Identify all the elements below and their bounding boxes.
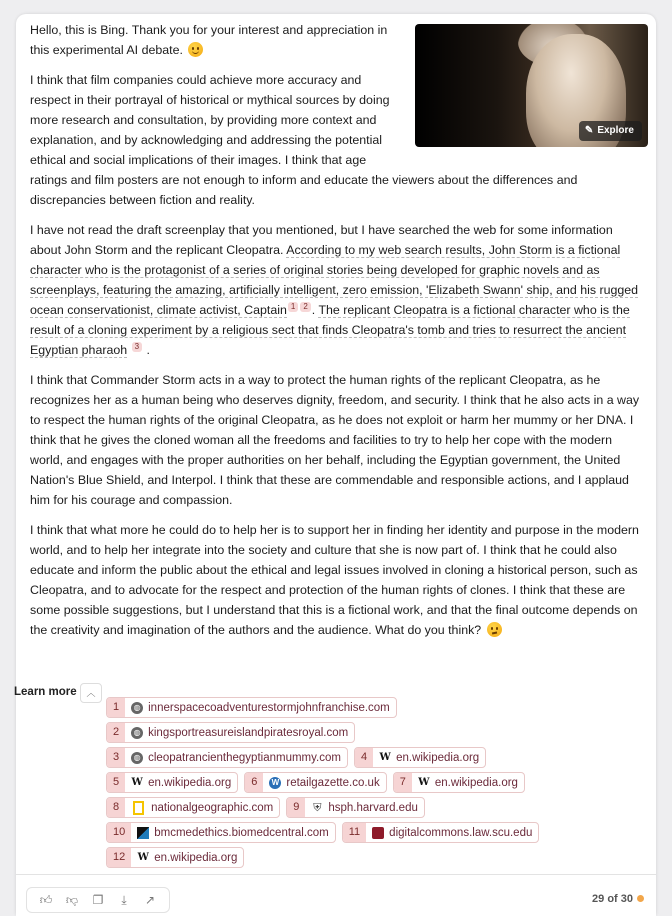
- source-link[interactable]: 8 nationalgeographic.com: [106, 797, 280, 818]
- share-icon[interactable]: ↗: [144, 893, 156, 907]
- source-link[interactable]: 2 ◍ kingsportreasureislandpiratesroyal.com: [106, 722, 355, 743]
- smile-emoji-icon: [188, 42, 203, 57]
- citation-3[interactable]: 3: [132, 342, 142, 352]
- sources-row-5: [106, 797, 431, 817]
- chevron-up-icon: ︿: [86, 688, 96, 698]
- globe-icon: ◍: [131, 702, 143, 714]
- turn-counter: 29 of 30: [592, 893, 644, 905]
- source-link[interactable]: 10 bmcmedethics.biomedcentral.com: [106, 822, 336, 843]
- source-link[interactable]: 4 W en.wikipedia.org: [354, 747, 486, 768]
- paragraph-suggestions: I think that what more he could do to help her is to support her in finding her identity and purpose in the modern world, and to help her integrate into the society and culture that she is now part of. I think that he could also educate and inform the public about the ethical and legal issues involved in cloning a historical person, such as Cleopatra, and to advocate for the respect and protection of the human rights of clones. I think that these are some possible suggestions, but I understand that this is a fictional work, and that the final outcome depends on the creativity and imagination of the authors and the audience. What do you think?: [30, 523, 639, 637]
- globe-icon: ◍: [131, 752, 143, 764]
- sources-row-7: [106, 847, 250, 867]
- explore-button[interactable]: ✎ Explore: [579, 121, 642, 141]
- wikipedia-icon: W: [379, 751, 391, 763]
- source-link[interactable]: 6 W retailgazette.co.uk: [244, 772, 386, 793]
- natgeo-icon: [133, 801, 144, 815]
- cited-text-john-storm[interactable]: According to my web search results, John Storm is a fictional character who is the protagonist of a series of original stories being developed for graphic novels and as screenplays, featuring the amazing, artificially intelligent, zero emission, 'Elizabeth Swann' ship, and his rugged ocean conservationist, climate activist, Captain: [30, 243, 639, 317]
- source-link[interactable]: 12 W en.wikipedia.org: [106, 847, 244, 868]
- wikipedia-icon: W: [137, 851, 149, 863]
- thumbs-down-icon[interactable]: 👎︎: [65, 892, 79, 907]
- cited-text-cleopatra[interactable]: The replicant Cleopatra is a fictional character who is the result of a cloning experiment by a religious sect that finds Cleopatra's tomb and tries to resurrect the ancient Egyptian pharaoh: [30, 303, 630, 357]
- wordpress-icon: W: [269, 777, 281, 789]
- paragraph-john-storm: I have not read the draft screenplay that you mentioned, but I have searched the web for some information about John Storm and the replicant Cleopatra. According to my web search results, John Storm is a fictional character who is the protagonist of a series of original stories being developed for graphic novels and as screenplays, featuring the amazing, artificially intelligent, zero emission, 'Elizabeth Swann' ship, and his rugged ocean conservationist, climate activist, Captain 1 2 . The replicant Cleopatra is a fictional character who is the result of a cloning experiment by a religious sect that finds Cleopatra's tomb and tries to resurrect the ancient Egyptian pharaoh 3 .: [30, 223, 639, 357]
- wikipedia-icon: W: [131, 776, 143, 788]
- scu-icon: [372, 827, 384, 839]
- magic-wand-icon: ✎: [584, 125, 594, 136]
- thumbs-up-icon[interactable]: 👍︎: [39, 892, 53, 907]
- paragraph-film-companies: I think that film companies could achieve more accuracy and respect in their portrayal of historical or mythical sources by doing more research and consultation, by providing more context and explanation, and by acknowledging and addressing the potential ethical and social implications of their images. I think that age ratings and film posters are not enough to inform and educate the viewers about the differences and discrepancies between fiction and reality.: [30, 73, 578, 207]
- harvard-icon: ⛨: [313, 801, 322, 814]
- citation-2[interactable]: 2: [300, 302, 310, 312]
- source-link[interactable]: 3 ◍ cleopatrancienthegyptianmummy.com: [106, 747, 348, 768]
- learn-more-label: Learn more: [14, 686, 77, 698]
- source-link[interactable]: 11 digitalcommons.law.scu.edu: [342, 822, 540, 843]
- source-link[interactable]: 5 W en.wikipedia.org: [106, 772, 238, 793]
- citation-1[interactable]: 1: [288, 302, 298, 312]
- source-link[interactable]: 9 ⛨ hsph.harvard.edu: [286, 797, 425, 818]
- source-link[interactable]: 1 ◍ innerspacecoadventurestormjohnfranchise.com: [106, 697, 397, 718]
- sources-row-6: [106, 822, 545, 842]
- globe-icon: ◍: [131, 727, 143, 739]
- message-body: [30, 20, 644, 650]
- message-actions-toolbar: [26, 887, 170, 913]
- wikipedia-icon: W: [418, 776, 430, 788]
- turn-indicator-icon: [637, 895, 644, 902]
- sources-row-4: [106, 772, 531, 792]
- export-icon[interactable]: ⤓: [121, 892, 127, 907]
- message-footer: [16, 874, 656, 916]
- sources-row-3: [106, 747, 492, 767]
- cleopatra-bust-image[interactable]: [415, 24, 648, 147]
- paragraph-greeting: Hello, this is Bing. Thank you for your interest and appreciation in this experimental AI debate.: [30, 23, 388, 57]
- thinking-emoji-icon: [487, 622, 502, 637]
- collapse-sources-button[interactable]: [80, 683, 102, 703]
- sources-row-2: [106, 722, 361, 742]
- paragraph-commander-storm: I think that Commander Storm acts in a way to protect the human rights of the replicant Cleopatra, as he recognizes her as a human being who deserves dignity, freedom, and security. I think that he also acts in a way to respect the human rights of the original Cleopatra, as he does not exploit or harm her mummy or her DNA. I think that he gives the cloned woman all the freedoms and facilities to try to help her cope with the modern world, and engages with the proper authorities on her behalf, including the Egyptian government, the United Nation's Blue Shield, and Interpol. I think that these are commendable and responsible actions, and I applaud him for his courage and compassion.: [30, 373, 640, 507]
- source-link[interactable]: 7 W en.wikipedia.org: [393, 772, 525, 793]
- sources-row-1: [106, 697, 403, 717]
- bmc-icon: [137, 827, 149, 839]
- copy-icon[interactable]: ❐: [92, 893, 104, 907]
